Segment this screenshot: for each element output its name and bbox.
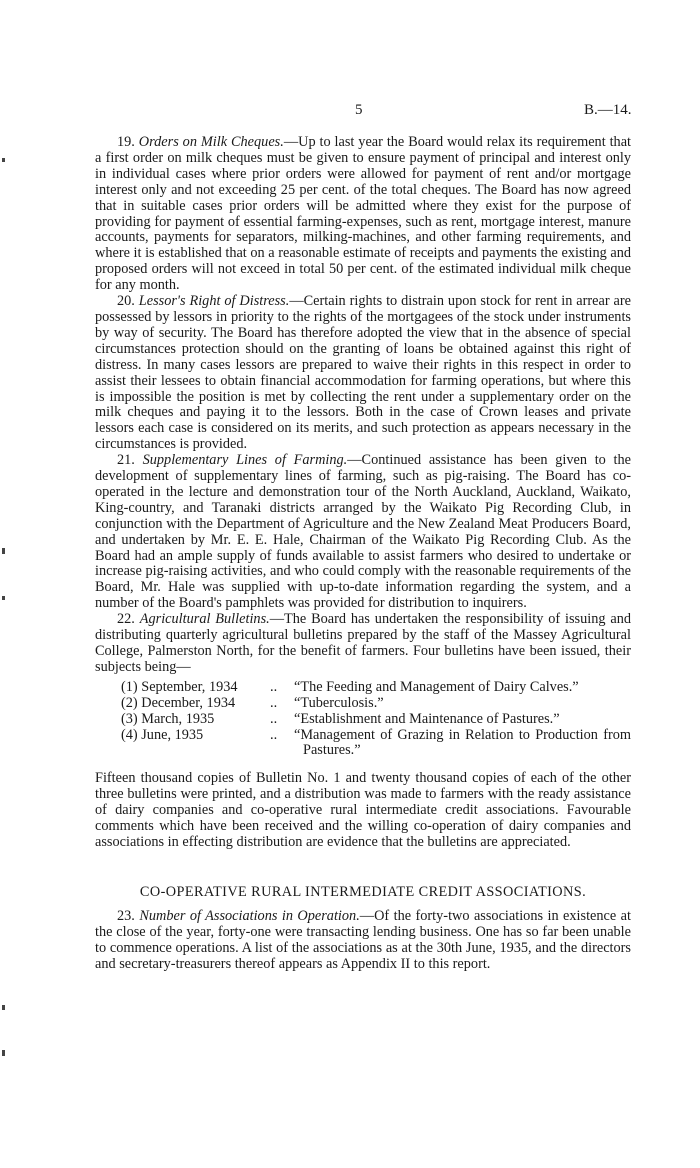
- paragraph-number: 20.: [117, 293, 135, 310]
- bulletin-subject: “Tuberculosis.”: [294, 694, 384, 711]
- paragraph-21: [95, 453, 631, 612]
- paragraph-title: Orders on Milk Cheques.: [138, 134, 284, 150]
- leader-dots: ..: [270, 710, 278, 727]
- paragraph-body: —Of the forty-two associations in existence at the close of the year, forty-one were transacting lending business. One has so far been unable to commence operations. A list of the associations as at the 30th June, 1935, and the directors and secretary-treasurers thereof appears as Appendix II to this report.: [95, 907, 631, 972]
- paragraph-body: —Up to last year the Board would relax its requirement that a first order on milk cheques must be given to ensure payment of principal and interest only in individual cases where prior orders were allowed for payment of rent and/or mortgage interest only and not exceeding 25 per cent. of the total cheques. The Board has now agreed that in suitable cases prior orders will be admitted where they exist for the purpose of providing for payment of essential farming-expenses, such as rent, mortgage interest, manure accounts, payments for separators, milking-machines, and other farming requirements, and where it is established that on a reasonable estimate of receipts and payments the existing and proposed orders will not exceed in total 50 per cent. of the estimated individual milk cheque for any month.: [95, 134, 632, 294]
- section-heading: CO-OPERATIVE RURAL INTERMEDIATE CREDIT ASSOCIATIONS.: [139, 883, 587, 900]
- bulletin-subject: “The Feeding and Management of Dairy Calves.”: [294, 678, 579, 695]
- leader-dots: ..: [270, 694, 278, 711]
- bulletin-date: (3) March, 1935: [121, 710, 215, 727]
- paragraph-title: Supplementary Lines of Farming.: [142, 452, 348, 469]
- bulletin-list: [95, 680, 631, 760]
- list-item: [95, 712, 631, 728]
- bulletin-date: (1) September, 1934: [121, 678, 238, 695]
- paragraph-title: Number of Associations in Operation.: [139, 907, 360, 924]
- paragraph-20: [95, 294, 631, 453]
- document-reference: B.—14.: [584, 102, 632, 118]
- bulletin-subject: “Management of Grazing in Relation to Production from Pastures.”: [294, 726, 631, 759]
- paragraph-body: —Certain rights to distrain upon stock for rent in arrear are possessed by lessors in priority to the rights of the mortgagees of the stock under instruments by way of security. The Board has therefore adopted the view that in the absence of special circumstances protection should on the granting of loans be obtained against this right of distress. In many cases lessors are prepared to waive their rights in this respect in order to assist their lessees to obtain financial accommodation for farming operations, but where this is impossible the position is met by collecting the rent under a supplementary order on the milk cheques and paying it to the lessors. Both in the case of Crown leases and private lessors each case is considered on its merits, and such protection as appears necessary in the circumstances is provided.: [95, 293, 631, 453]
- paragraph-title: Lessor's Right of Distress.: [138, 293, 290, 310]
- paragraph-body: —Continued assistance has been given to the development of supplementary lines of farming, such as pig-raising. The Board has co-operated in the lecture and demonstration tour of the North Auckland, Auckland, Waikato, King-country, and Taranaki districts arranged by the Waikato Pig Recording Club, in conjunction with the Department of Agriculture and the New Zealand Meat Producers Board, and undertaken by Mr. E. E. Hale, Chairman of the Waikato Pig Recording Club. As the Board had an ample supply of funds available to assist farmers who desired to undertake or increase pig-raising activities, and who could comply with the reasonable requirements of the Board, Mr. Hale was supplied with up-to-date information regarding the system, and a number of the Board's pamphlets was provided for distribution to inquirers.: [95, 452, 632, 612]
- document-body: [95, 135, 631, 972]
- paragraph-number: 22.: [117, 611, 135, 628]
- margin-scan-mark: [2, 596, 5, 600]
- list-item: [95, 728, 631, 760]
- page-number: 5: [355, 102, 363, 118]
- paragraph-19: [95, 135, 631, 294]
- list-item: [95, 680, 631, 696]
- bulletin-date: (2) December, 1934: [121, 694, 236, 711]
- margin-scan-mark: [2, 1050, 5, 1056]
- bulletin-subject: “Establishment and Maintenance of Pastures.”: [294, 710, 560, 727]
- leader-dots: ..: [270, 726, 278, 743]
- margin-scan-mark: [2, 158, 5, 162]
- list-item: [95, 696, 631, 712]
- margin-scan-mark: [2, 548, 5, 554]
- paragraph-22: [95, 612, 631, 676]
- bulletin-date: (4) June, 1935: [121, 726, 204, 743]
- paragraph-22-continued: Fifteen thousand copies of Bulletin No. 1 and twenty thousand copies of each of the other three bulletins were printed, and a distribution was made to farmers with the ready assistance of dairy companies and co-operative rural intermediate credit associations. Favourable comments which have been received and the willing co-operation of dairy companies and associations in effecting distribution are evidence that the bulletins are appreciated.: [95, 770, 631, 850]
- paragraph-number: 21.: [117, 452, 135, 469]
- paragraph-23: [95, 909, 631, 973]
- margin-scan-mark: [2, 1005, 5, 1010]
- paragraph-title: Agricultural Bulletins.: [139, 611, 270, 628]
- paragraph-number: 23.: [117, 907, 135, 924]
- leader-dots: ..: [270, 678, 278, 695]
- paragraph-body: —The Board has undertaken the responsibility of issuing and distributing quarterly agricultural bulletins prepared by the staff of the Massey Agricultural College, Palmerston North, for the benefit of farmers. Four bulletins have been issued, their subjects being—: [95, 611, 632, 675]
- paragraph-number: 19.: [117, 134, 135, 150]
